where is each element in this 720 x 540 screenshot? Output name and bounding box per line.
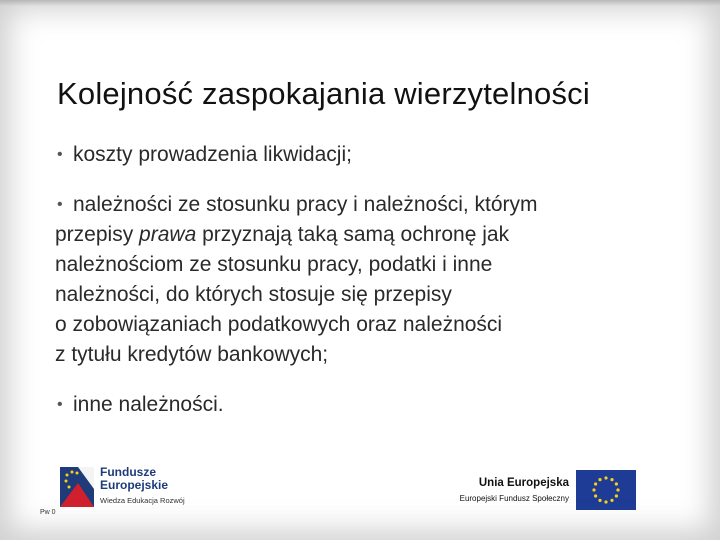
bullet-item-1	[55, 140, 352, 170]
bullet-text: z tytułu kredytów bankowych;	[55, 343, 329, 366]
ue-logo-line2: Europejski Fundusz Społeczny	[459, 494, 569, 503]
bullet-text: inne należności.	[73, 393, 224, 416]
bullet-text: koszty prowadzenia likwidacji;	[73, 143, 352, 166]
bullet-text: o zobowiązaniach podatkowych oraz należności	[55, 313, 503, 336]
bullet-item-2	[55, 190, 695, 370]
fundusze-europejskie-mark-icon	[58, 461, 96, 511]
bullet-text: należności ze stosunku pracy i należności, którym	[73, 193, 538, 216]
bullet-text: należnościom ze stosunku pracy, podatki i inne	[55, 253, 493, 276]
fundusze-europejskie-logo	[58, 458, 198, 514]
slide-title: Kolejność zaspokajania wierzytelności	[57, 76, 590, 111]
bullet-text-italic: prawa	[139, 223, 197, 246]
page-label: Pw 0	[40, 509, 56, 516]
bullet-icon: •	[57, 396, 63, 413]
bullet-item-3	[55, 390, 224, 420]
bullet-text: należności, do których stosuje się przepisy	[55, 283, 452, 306]
bullet-text: przepisy	[55, 223, 134, 246]
fe-logo-line3: Wiedza Edukacja Rozwój	[100, 495, 185, 505]
top-shading	[0, 0, 720, 6]
fe-logo-line1: Fundusze	[100, 464, 156, 479]
bullet-icon: •	[57, 196, 63, 213]
unia-europejska-text	[444, 476, 569, 506]
footer-logos	[58, 458, 648, 516]
fe-logo-line2: Europejskie	[100, 477, 169, 492]
bullet-text: przyznają taką samą ochronę jak	[202, 223, 510, 246]
bullet-icon: •	[57, 146, 63, 163]
eu-flag-icon	[576, 470, 636, 510]
ue-logo-line1: Unia Europejska	[478, 477, 569, 489]
